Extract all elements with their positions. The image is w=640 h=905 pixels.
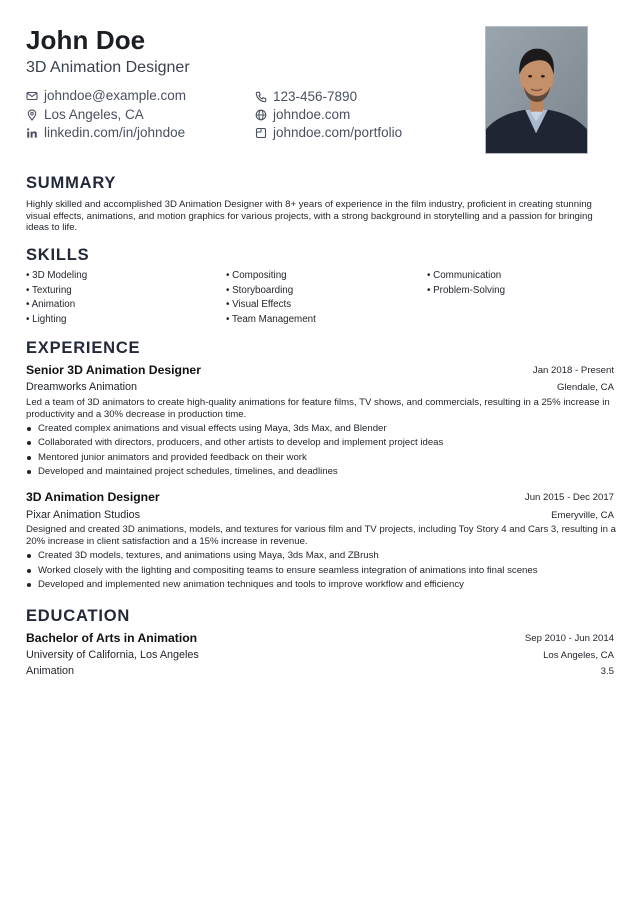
job-location: Emeryville, CA xyxy=(551,510,614,521)
profile-photo xyxy=(485,26,588,154)
job-description: Led a team of 3D animators to create high-quality animations for feature films, TV shows, and commercials, resulting in a 25% increase in productivity and a 30% decrease in production time. xyxy=(26,397,610,420)
job-bullet: Worked closely with the lighting and compositing teams to ensure seamless integration of animations into final scenes xyxy=(26,565,538,576)
mail-icon xyxy=(26,90,38,102)
school-location: Los Angeles, CA xyxy=(543,650,614,661)
contact-location xyxy=(26,107,144,122)
job-company: Dreamworks Animation xyxy=(26,381,138,393)
summary-heading: SUMMARY xyxy=(26,174,117,192)
candidate-title: 3D Animation Designer xyxy=(26,59,190,76)
job-bullet: Created 3D models, textures, and animations using Maya, 3ds Max, and ZBrush xyxy=(26,550,379,561)
location-pin-icon xyxy=(26,109,38,121)
phone-icon xyxy=(255,91,267,103)
contact-website[interactable] xyxy=(255,107,350,122)
job-location: Glendale, CA xyxy=(556,382,614,393)
linkedin-text: linkedin.com/in/johndoe xyxy=(44,125,186,140)
job-bullet: Collaborated with directors, producers, and other artists to develop and implement project ideas xyxy=(26,437,443,448)
skill-item: • Team Management xyxy=(226,314,316,325)
field-of-study: Animation xyxy=(26,665,75,677)
job-description: Designed and created 3D animations, models, and textures for various film and TV projects, including Toy Story 4 and Cars 3, resulting in a 20% increase in client satisfaction and a 15% increase in revenue. xyxy=(26,524,616,547)
skill-item: • Problem-Solving xyxy=(427,285,506,296)
contact-phone[interactable] xyxy=(255,89,357,104)
job-bullet: Developed and maintained project schedules, timelines, and deadlines xyxy=(26,466,338,477)
job-bullet: Developed and implemented new animation techniques and tools to improve workflow and efficiency xyxy=(26,579,464,590)
skill-item: • Compositing xyxy=(226,270,287,281)
experience-heading: EXPERIENCE xyxy=(26,339,141,357)
phone-text: 123-456-7890 xyxy=(273,89,358,104)
job-title: 3D Animation Designer xyxy=(26,490,160,504)
school-name: University of California, Los Angeles xyxy=(26,649,199,661)
job-dates: Jun 2015 - Dec 2017 xyxy=(524,492,614,503)
skill-item: • Visual Effects xyxy=(226,299,292,310)
email-text: johndoe@example.com xyxy=(44,88,187,103)
education-heading: EDUCATION xyxy=(26,607,131,625)
skill-item: • Animation xyxy=(26,299,76,310)
skill-item: • Communication xyxy=(427,270,502,281)
contact-linkedin[interactable] xyxy=(26,125,185,140)
contact-email[interactable] xyxy=(26,88,186,103)
globe-icon xyxy=(255,109,267,121)
skill-item: • Lighting xyxy=(26,314,67,325)
contact-portfolio[interactable] xyxy=(255,125,402,140)
location-text: Los Angeles, CA xyxy=(44,107,144,122)
summary-text: Highly skilled and accomplished 3D Animation Designer with 8+ years of experience in the film industry, proficient in creating stunning visual effects, animations, and motion graphics for various projects, with a strong background in storytelling and a passion for bringing ideas to life. xyxy=(26,199,593,234)
skill-item: • 3D Modeling xyxy=(26,270,88,281)
skills-heading: SKILLS xyxy=(26,246,90,264)
portfolio-icon xyxy=(255,127,267,139)
skill-item: • Storyboarding xyxy=(226,285,294,296)
education-dates: Sep 2010 - Jun 2014 xyxy=(524,633,614,644)
job-dates: Jan 2018 - Present xyxy=(532,365,614,376)
candidate-name: John Doe xyxy=(26,25,146,55)
portfolio-text: johndoe.com/portfolio xyxy=(273,125,403,140)
gpa: 3.5 xyxy=(600,666,614,677)
job-company: Pixar Animation Studios xyxy=(26,509,141,521)
website-text: johndoe.com xyxy=(273,107,351,122)
job-title: Senior 3D Animation Designer xyxy=(26,363,201,377)
skill-item: • Texturing xyxy=(26,285,72,296)
job-bullet: Created complex animations and visual effects using Maya, 3ds Max, and Blender xyxy=(26,423,387,434)
degree-title: Bachelor of Arts in Animation xyxy=(26,631,198,645)
job-bullet: Mentored junior animators and provided feedback on their work xyxy=(26,452,307,463)
linkedin-icon xyxy=(26,127,38,139)
